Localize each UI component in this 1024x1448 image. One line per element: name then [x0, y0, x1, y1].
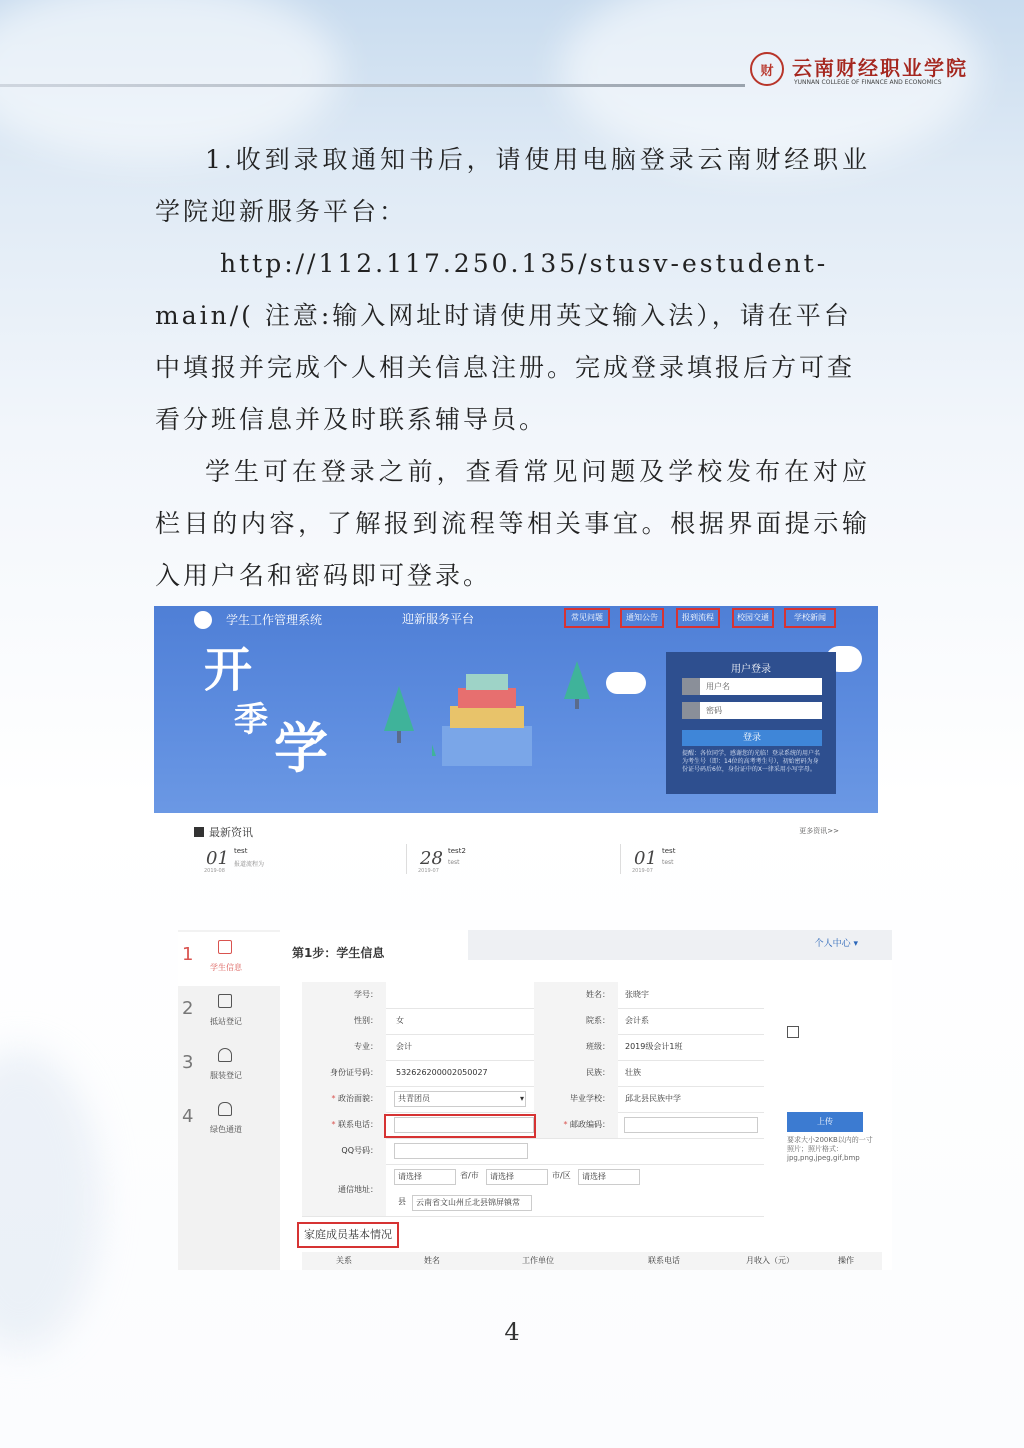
nav-traffic[interactable]: 校园交通 — [732, 608, 774, 628]
form-row: 专业： 会计 班级： 2019级会计1班 — [302, 1034, 764, 1061]
family-table-header: 关系 姓名 工作单位 联系电话 月收入（元） 操作 — [302, 1252, 882, 1270]
school-value: 邱北县民族中学 — [625, 1094, 681, 1103]
county-select[interactable]: 请选择 — [578, 1169, 640, 1185]
address-input[interactable]: 云南省文山州丘北县锦屏镇常 — [412, 1195, 532, 1211]
photo-upload-area — [765, 984, 873, 1244]
login-title: 用户登录 — [731, 664, 771, 675]
dept-value: 会计系 — [625, 1016, 649, 1025]
college-logo — [750, 52, 1020, 92]
id-value: 532626200002050027 — [396, 1068, 488, 1077]
nav-process[interactable]: 报到流程 — [676, 608, 720, 628]
news-more-link[interactable]: 更多资讯>> — [799, 827, 839, 835]
form-row: 通信地址： 请选择 省/市 请选择 市/区 请选择 县 云南省文山州丘北县锦屏镇常 — [302, 1164, 764, 1217]
form-row: * 政治面貌： 共青团员 ▾ 毕业学校： 邱北县民族中学 — [302, 1086, 764, 1113]
college-name-en: YUNNAN COLLEGE OF FINANCE AND ECONOMICS — [794, 79, 942, 86]
form-row: 学号： 姓名： 张晓宇 — [302, 982, 764, 1009]
portal-topbar — [154, 606, 878, 632]
books-illustration — [432, 666, 542, 771]
news-section — [194, 822, 839, 882]
tree-icon — [384, 686, 414, 746]
phone-highlight — [384, 1114, 536, 1138]
major-value: 会计 — [396, 1042, 412, 1051]
portal-screenshot — [154, 606, 878, 813]
password-input[interactable]: 密码 — [682, 702, 822, 719]
login-tip: 提醒：各位同学，感谢您的光临！登录系统的用户名为考生号（即：14位的高考考生号），初始密码为身份证号码后6位，身份证中的X一律采用小写字母。 — [682, 750, 821, 773]
postcode-input[interactable] — [624, 1117, 758, 1133]
province-select[interactable]: 请选择 — [394, 1169, 456, 1185]
login-button[interactable]: 登录 — [682, 730, 822, 746]
tree-icon — [564, 661, 590, 711]
page-number: 4 — [504, 1318, 520, 1346]
city-select[interactable]: 请选择 — [486, 1169, 548, 1185]
nav-faq[interactable]: 常见问题 — [564, 608, 610, 628]
platform-title: 迎新服务平台 — [402, 612, 475, 626]
system-title: 学生工作管理系统 — [226, 613, 323, 627]
upload-button[interactable]: 上传 — [787, 1112, 863, 1132]
chevron-down-icon: ▾ — [519, 1094, 524, 1103]
step-student-info[interactable]: 1 学生信息 — [178, 932, 280, 986]
banner-art-1: 开 — [204, 642, 253, 698]
paragraph-2: 学生可在登录之前，查看常见问题及学校发布在对应栏目的内容，了解报到流程等相关事宜。根据界面提示输入用户名和密码即可登录。 — [155, 457, 870, 590]
qq-input[interactable] — [394, 1143, 528, 1159]
news-divider — [406, 844, 407, 874]
news-divider — [620, 844, 621, 874]
politics-select[interactable]: 共青团员 ▾ — [394, 1091, 526, 1107]
college-name-cn: 云南财经职业学院 — [792, 56, 968, 80]
news-item[interactable]: 01 test 报道流程为 2019-08 — [204, 847, 265, 874]
class-value: 2019级会计1班 — [625, 1042, 683, 1051]
banner-art-2: 季 — [234, 700, 268, 740]
user-icon — [682, 678, 700, 695]
bg-cloud — [0, 1050, 100, 1350]
lock-icon — [682, 702, 700, 719]
student-info-screenshot — [178, 930, 892, 1270]
step-title: 第1步：学生信息 — [292, 946, 385, 960]
step-sidebar — [178, 930, 280, 1270]
family-heading: 家庭成员基本情况 — [297, 1222, 399, 1248]
paragraph-url: http://112.117.250.135/stusv-estudent-main/( 注意:输入网址时请使用英文输入法），请在平台中填报并完成个人相关信息注册。完成登录填报后方可查看分班信息并及时联系辅导员。 — [155, 249, 856, 434]
cloud-icon — [606, 672, 646, 694]
nav-notice[interactable]: 通知公告 — [620, 608, 664, 628]
photo-placeholder-icon — [787, 1026, 799, 1038]
edit-icon — [218, 994, 232, 1008]
news-icon — [194, 827, 204, 837]
college-seal-icon: 财 — [750, 52, 784, 86]
banner-art-3: 学 — [274, 717, 328, 780]
nav-news[interactable]: 学校新闻 — [784, 608, 836, 628]
news-item[interactable]: 28 test2 test 2019-07 — [418, 847, 466, 874]
form-row: QQ号码： — [302, 1138, 764, 1165]
news-item[interactable]: 01 test test 2019-07 — [632, 847, 676, 874]
form-row: * 联系电话： * 邮政编码： — [302, 1112, 764, 1139]
username-input[interactable]: 用户名 — [682, 678, 822, 695]
photo-requirement: 要求大小200KB以内的一寸照片；照片格式：jpg,png,jpeg,gif,bmp — [787, 1136, 873, 1162]
paragraph-1: 1.收到录取通知书后，请使用电脑登录云南财经职业学院迎新服务平台： — [155, 145, 870, 226]
step-green-channel[interactable]: 4 绿色通道 — [178, 1094, 280, 1148]
document-icon — [218, 940, 232, 954]
bed-icon — [218, 1102, 232, 1116]
portal-logo-icon — [194, 611, 212, 629]
step-uniform[interactable]: 3 服装登记 — [178, 1040, 280, 1094]
ethnic-value: 壮族 — [625, 1068, 641, 1077]
news-heading: 最新资讯 — [194, 824, 253, 840]
top-nav-bar — [468, 930, 892, 960]
login-panel — [666, 652, 836, 794]
form-row: 身份证号码： 532626200002050027 民族： 壮族 — [302, 1060, 764, 1087]
step-arrival[interactable]: 2 抵站登记 — [178, 986, 280, 1040]
form-row: 性别： 女 院系： 会计系 — [302, 1008, 764, 1035]
gender-value: 女 — [396, 1016, 404, 1025]
header-rule — [0, 84, 745, 87]
shirt-icon — [218, 1048, 232, 1062]
name-value: 张晓宇 — [625, 990, 649, 999]
user-center-menu[interactable]: 个人中心 ▾ — [814, 939, 858, 949]
instruction-text — [155, 134, 870, 602]
